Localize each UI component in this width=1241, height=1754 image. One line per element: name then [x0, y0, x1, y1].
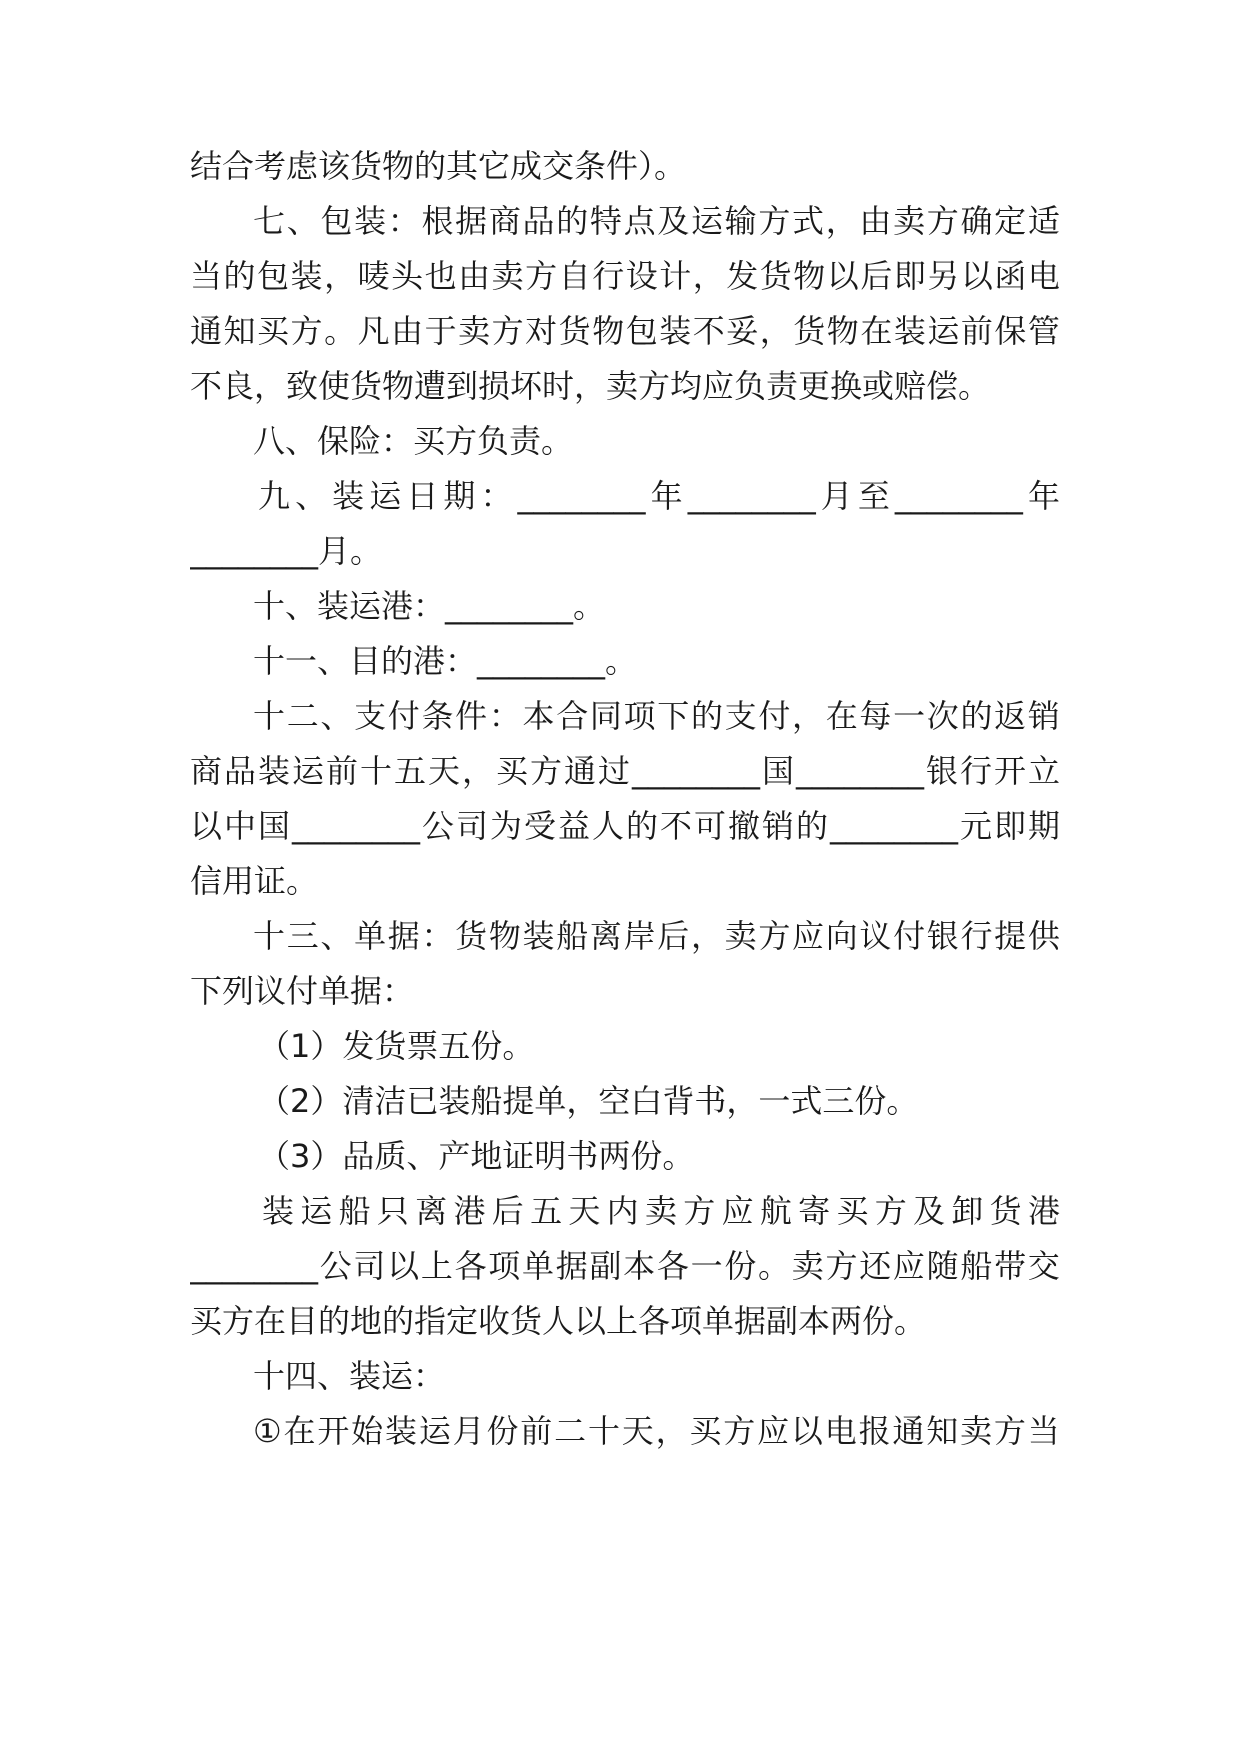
clause-13-documents-line-1: 十 三 、 单 据 ： 货 物 装 船 离 岸 后 ， 卖 方 应 向 议 付 银 行 提 供 — [253, 917, 1060, 955]
clause-9-shipment-date-line-2: ________月。 — [190, 532, 383, 570]
clause-8-insurance: 八、保险：买方负责。 — [253, 422, 574, 460]
document-item-3: （3）品质、产地证明书两份。 — [258, 1137, 695, 1175]
shipping-notice-line-2: ________ 公 司 以 上 各 项 单 据 副 本 各 一 份 。 卖 方 还 应 随 船 带 交 — [190, 1247, 1060, 1285]
clause-13-documents-line-2: 下列议付单据： — [190, 972, 415, 1010]
document-item-2: （2）清洁已装船提单，空白背书，一式三份。 — [258, 1082, 919, 1120]
clause-14-shipment: 十四、装运： — [253, 1357, 446, 1395]
document-item-1: （1）发货票五份。 — [258, 1027, 535, 1065]
clause-11-port-of-destination: 十一、目的港：________。 — [253, 642, 638, 680]
clause-7-packing-line-1: 七 、 包 装 ： 根 据 商 品 的 特 点 及 运 输 方 式 ， 由 卖 方 确 定 适 — [253, 202, 1060, 240]
clause-9-shipment-date-line-1: 九 、 装 运 日 期 ： ________ 年 ________ 月 至 ________ 年 — [258, 477, 1060, 515]
clause-12-payment-line-1: 十 二 、 支 付 条 件 ： 本 合 同 项 下 的 支 付 ， 在 每 一 次 的 返 销 — [253, 697, 1060, 735]
shipping-notice-line-3: 买方在目的地的指定收货人以上各项单据副本两份。 — [190, 1302, 927, 1340]
clause-12-payment-line-4: 信用证。 — [190, 862, 319, 900]
text-line-1: 结合考虑该货物的其它成交条件）。 — [190, 147, 687, 185]
shipping-notice-line-1: 装 运 船 只 离 港 后 五 天 内 卖 方 应 航 寄 买 方 及 卸 货 港 — [262, 1192, 1060, 1230]
clause-7-packing-line-2: 当 的 包 装 ， 唛 头 也 由 卖 方 自 行 设 计 ， 发 货 物 以 后 即 另 以 函 电 — [190, 257, 1060, 295]
clause-12-payment-line-3: 以 中 国 ________ 公 司 为 受 益 人 的 不 可 撤 销 的 ________ 元 即 期 — [190, 807, 1060, 845]
clause-10-port-of-loading: 十、装运港：________。 — [253, 587, 606, 625]
clause-14-shipment-item-1: ① 在 开 始 装 运 月 份 前 二 十 天 ， 买 方 应 以 电 报 通 知 卖 方 当 — [253, 1412, 1060, 1450]
clause-7-packing-line-4: 不良，致使货物遭到损坏时，卖方均应负责更换或赔偿。 — [190, 367, 991, 405]
clause-12-payment-line-2: 商 品 装 运 前 十 五 天 ， 买 方 通 过 ________ 国 ________ 银 行 开 立 — [190, 752, 1060, 790]
clause-7-packing-line-3: 通 知 买 方 。 凡 由 于 卖 方 对 货 物 包 装 不 妥 ， 货 物 在 装 运 前 保 管 — [190, 312, 1060, 350]
